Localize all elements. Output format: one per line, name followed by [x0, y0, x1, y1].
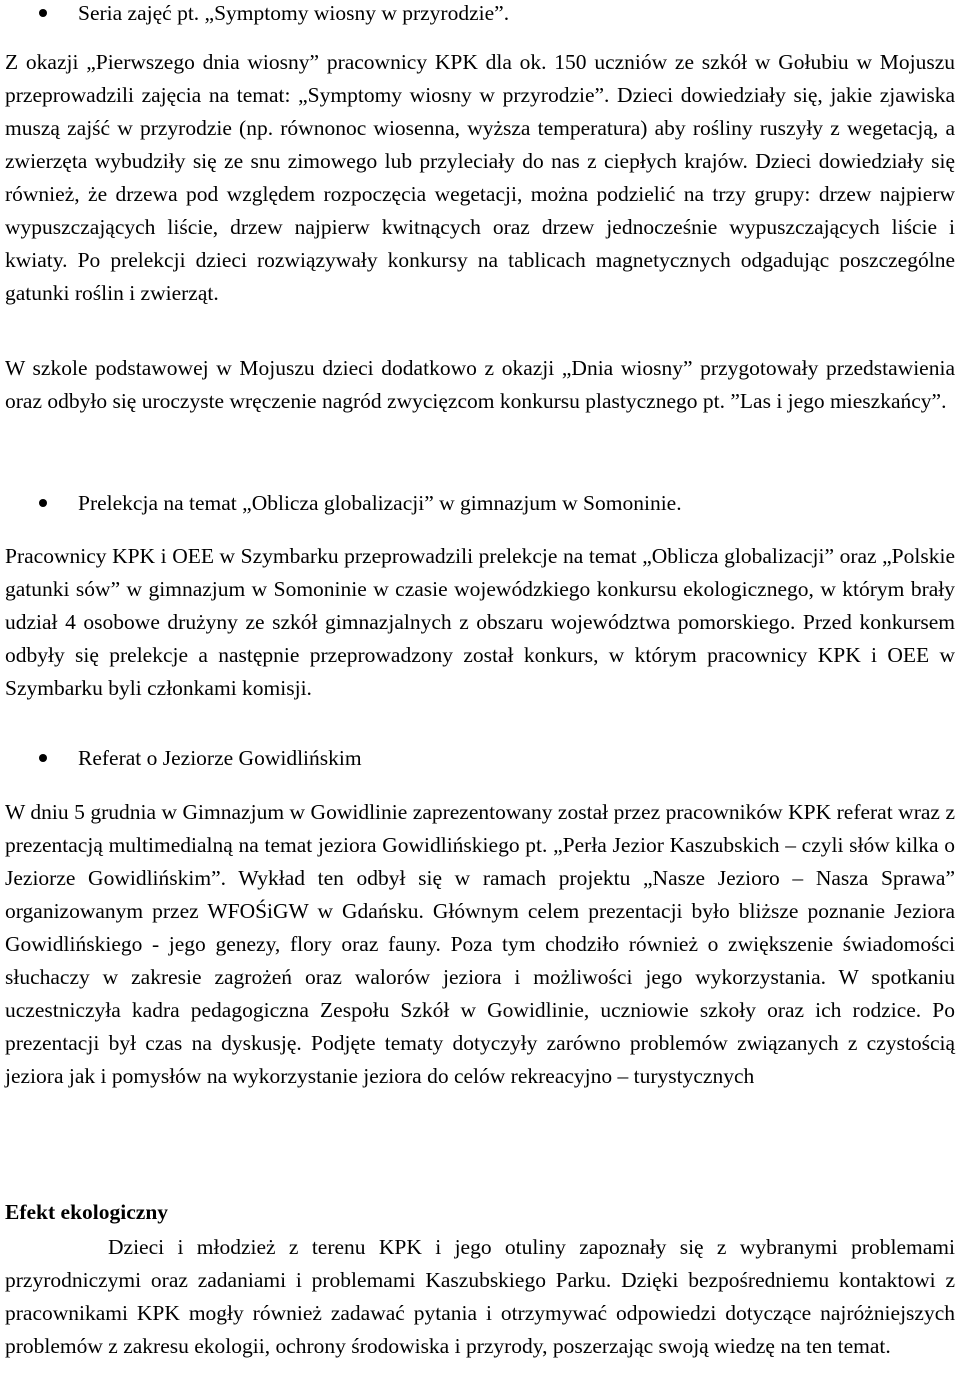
bullet-text: Prelekcja na temat „Oblicza globalizacji” w gimnazjum w Somoninie.: [78, 491, 682, 515]
bullet-dot-icon: [39, 754, 47, 762]
paragraph-text: Dzieci i młodzież z terenu KPK i jego otuliny zapoznały się z wybranymi problemami przyrodniczymi oraz zadaniami i problemami Kaszubskiego Parku. Dzięki bezpośredniemu kontaktowi z pracownikami KPK mogły również zadawać pytania i otrzymywać odpowiedzi dotyczące najróżniejszych problemów z zakresu ekologii, ochrony środowiska i przyrody, poszerzając swoją wiedzę na ten temat.: [5, 1235, 955, 1358]
bullet-text: Seria zajęć pt. „Symptomy wiosny w przyrodzie”.: [78, 1, 510, 25]
paragraph-school-mojusz: W szkole podstawowej w Mojuszu dzieci dodatkowo z okazji „Dnia wiosny” przygotowały przedstawienia oraz odbyło się uroczyste wręczenie nagród zwycięzcom konkursu plastycznego pt. ”Las i jego mieszkańcy”.: [5, 356, 955, 413]
paragraph-ecological-effect: [5, 1231, 955, 1363]
section-heading-ecological-effect: Efekt ekologiczny: [5, 1200, 169, 1224]
bullet-dot-icon: [39, 9, 47, 17]
bullet-item-spring-symptoms: [78, 0, 938, 30]
paragraph-lake-presentation: W dniu 5 grudnia w Gimnazjum w Gowidlinie zaprezentowany został przez pracowników KPK referat wraz z prezentacją multimedialną na temat jeziora Gowidlińskiego pt. „Perła Jezior Kaszubskich – czyli słów kilka o Jeziorze Gowidlińskim”. Wykład ten odbył się w ramach projektu „Nasze Jezioro – Nasza Sprawa” organizowanym przez WFOŚiGW w Gdańsku. Głównym celem prezentacji było bliższe poznanie Jeziora Gowidlińskiego - jego genezy, flory oraz fauny. Poza tym chodziło również o zwiększenie świadomości słuchaczy w zakresie zagrożeń oraz walorów jeziora i możliwości jego wykorzystania. W spotkaniu uczestniczyła kadra pedagogiczna Zespołu Szkół w Gowidlinie, uczniowie szkoły oraz ich rodzice. Po prezentacji był czas na dyskusję. Podjęte tematy dotyczyły zarówno problemów związanych z czystością jeziora jak i pomysłów na wykorzystanie jeziora do celów rekreacyjno – turystycznych: [5, 800, 955, 1088]
paragraph-globalization-lecture: Pracownicy KPK i OEE w Szymbarku przeprowadzili prelekcje na temat „Oblicza globalizacji” oraz „Polskie gatunki sów” w gimnazjum w Somoninie w czasie wojewódzkiego konkursu ekologicznego, w którym brały udział 4 osobowe drużyny ze szkół gimnazjalnych z obszaru województwa pomorskiego. Przed konkursem odbyły się prelekcje a następnie przeprowadzony został konkurs, w którym pracownicy KPK i OEE w Szymbarku byli członkami komisji.: [5, 544, 955, 700]
bullet-item-globalization: [78, 487, 938, 520]
bullet-dot-icon: [39, 499, 47, 507]
bullet-item-lake-gowidlino: [78, 742, 938, 775]
paragraph-spring-lesson: Z okazji „Pierwszego dnia wiosny” pracownicy KPK dla ok. 150 uczniów ze szkół w Gołubiu w Mojuszu przeprowadzili zajęcia na temat: „Symptomy wiosny w przyrodzie”. Dzieci dowiedziały się, jakie zjawiska muszą zajść w przyrodzie (np. równonoc wiosenna, wyższa temperatura) aby rośliny ruszyły z wegetacją, a zwierzęta wybudziły się ze snu zimowego lub przyleciały do nas z ciepłych krajów. Dzieci dowiedziały się również, że drzewa pod względem rozpoczęcia wegetacji, można podzielić na trzy grupy: drzew najpierw wypuszczających liście, drzew najpierw kwitnących oraz drzew jednocześnie wypuszczających liście i kwiaty. Po prelekcji dzieci rozwiązywały konkursy na tablicach magnetycznych odgadując poszczególne gatunki roślin i zwierząt.: [5, 50, 955, 305]
bullet-text: Referat o Jeziorze Gowidlińskim: [78, 746, 362, 770]
